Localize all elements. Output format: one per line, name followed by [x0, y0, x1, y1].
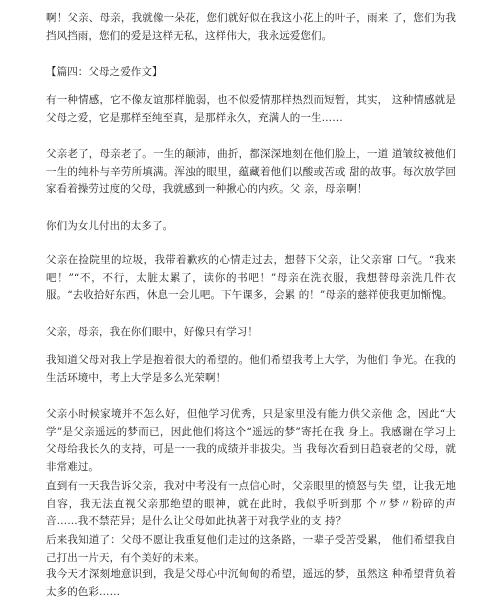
section-heading: 【篇四：父母之爱作文】 — [46, 66, 163, 78]
paragraph-love-definition: 有一种情感，它不像友谊那样脆弱，也不似爱情那样热烈而短暂，其实， 这种情感就是父母之爱，它是那样至纯至真，是那样永久，充满人的一生…… — [46, 94, 456, 124]
paragraph-intro-closing: 啊！父亲、母亲，我就像一朵花，您们就好似在我这小花上的叶子，雨来 了，您们为我挡风挡雨，您们的爱是这样无私，这样伟大，我永远爱您们。 — [46, 12, 456, 42]
paragraph-too-much: 你们为女儿付出的太多了。 — [46, 220, 174, 232]
paragraph-parents-old: 父亲老了，母亲老了。一生的颠沛，曲折，都深深地刻在他们脸上，一道 道皱纹被他们一生的纯朴与辛劳所填满。浑浊的眼里，蕴藏着他们以酸或苦或 甜的故事。每次放学回家看着操劳过度的父母，我就感到一种揪心的内疚。父 亲，母亲啊！ — [46, 148, 456, 195]
paragraph-realization: 后来我知道了：父母不愿让我重复他们走过的这条路，一辈子受苦受累， 他们希望我自己打出一片天，有个美好的未来。 — [46, 534, 456, 564]
paragraph-chores: 父亲在捡院里的垃圾，我带着歉疚的心情走过去，想替下父亲，让父亲窜 口气。“我来吧！”“不，不行，太脏太累了，读你的书吧！”母亲在洗衣服，我想替母亲洗几件衣服。“去收拾好东西，休息一会儿吧。下午课多，会累 的！”母亲的慈祥使我更加惭愧。 — [46, 254, 456, 301]
paragraph-hopes: 我知道父母对我上学是抱着很大的希望的。他们希望我考上大学，为他们 争光。在我的生活环境中，考上大学是多么光荣啊！ — [46, 354, 456, 384]
paragraph-father-childhood: 父亲小时候家境并不怎么好，但他学习优秀，只是家里没有能力供父亲他 念，因此“大学”是父亲遥远的梦而已，因此他们将这个“遥远的梦”寄托在我 身上。我感谢在学习上父母给我长久的支持，可是一一我的成绩并非拔尖。当 我每次看到日趋衰老的父母，就非常难过。 — [46, 408, 456, 473]
paragraph-only-study: 父亲，母亲，我在你们眼中，好像只有学习！ — [46, 326, 258, 338]
paragraph-confession: 直到有一天我告诉父亲，我对中考没有一点信心时，父亲眼里的愤怒与失 望，让我无地自容，我无法直视父亲那绝望的眼神，就在此时，我似乎听到那 个〃梦〃粉碎的声音……我不禁茫异；是什么让父母如此执著于对我学业的支 持？ — [46, 480, 456, 527]
paragraph-conclusion: 我今天才深刻地意识到，我是父母心中沉甸甸的希望，遥远的梦，虽然这 种希望背负着太多的色彩…… — [46, 568, 456, 598]
